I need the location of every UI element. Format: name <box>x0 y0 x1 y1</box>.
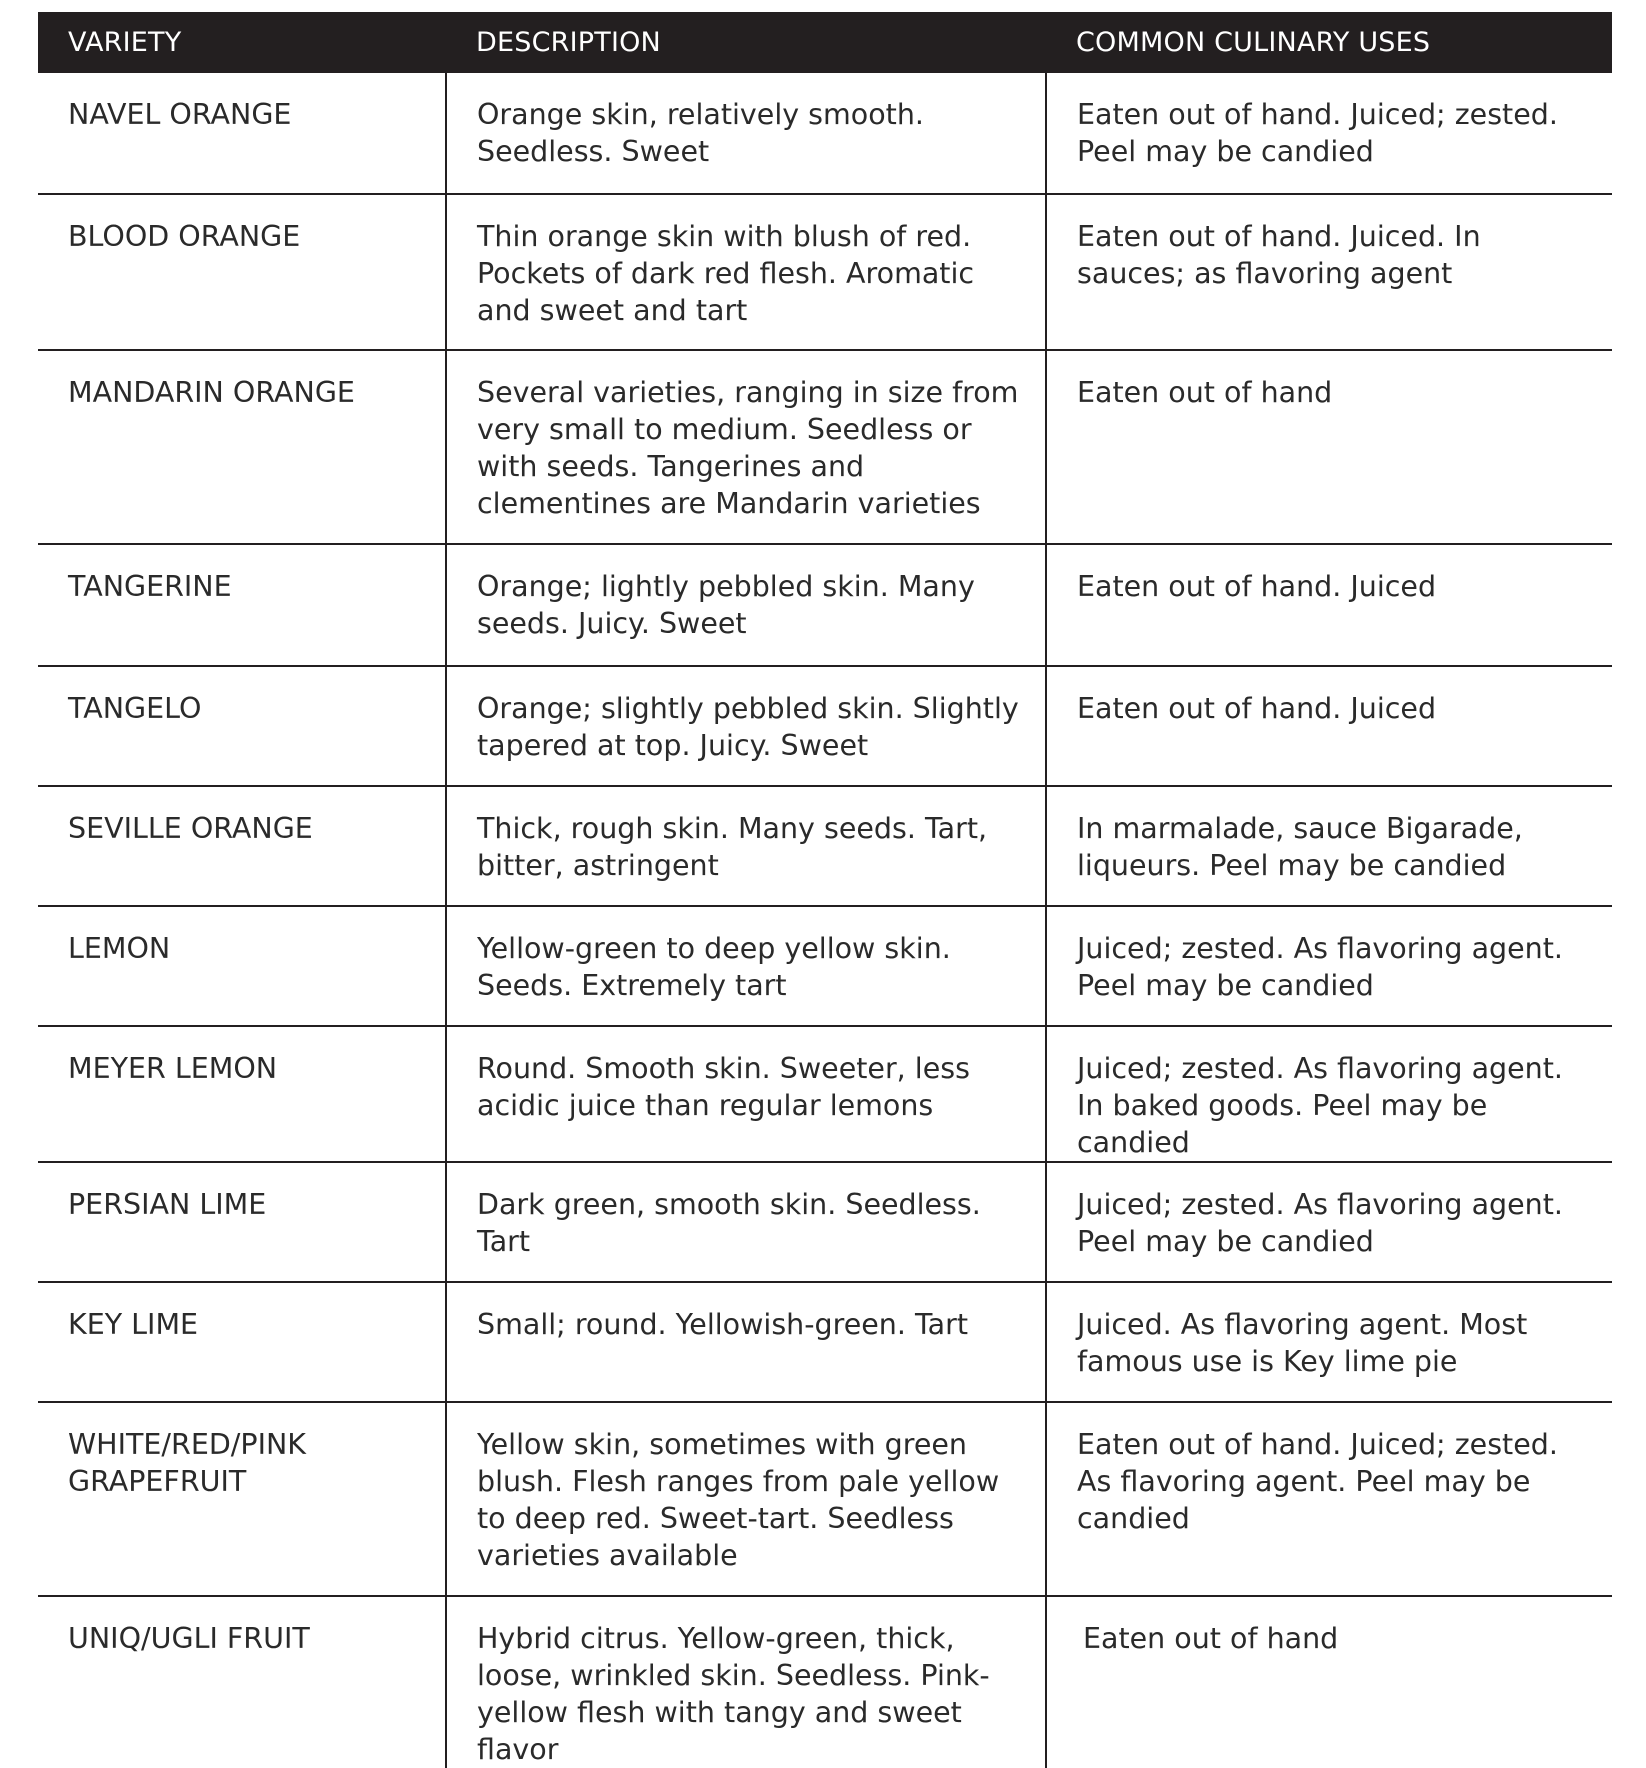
uses-cell: Eaten out of hand. Juiced; zested. As flavoring agent. Peel may be candied <box>1046 1402 1612 1596</box>
description-cell: Yellow-green to deep yellow skin. Seeds. Extremely tart <box>446 906 1046 1026</box>
variety-cell: BLOOD ORANGE <box>38 194 446 350</box>
table-row <box>38 1026 1612 1162</box>
table-row <box>38 350 1612 544</box>
uses-cell: Juiced; zested. As flavoring agent. Peel may be candied <box>1046 1162 1612 1282</box>
table-body <box>38 73 1612 1768</box>
description-cell: Dark green, smooth skin. Seedless. Tart <box>446 1162 1046 1282</box>
header-row <box>38 12 1612 73</box>
description-cell: Small; round. Yellowish-green. Tart <box>446 1282 1046 1402</box>
description-cell: Orange; slightly pebbled skin. Slightly tapered at top. Juicy. Sweet <box>446 666 1046 786</box>
table-row <box>38 194 1612 350</box>
variety-cell: MEYER LEMON <box>38 1026 446 1162</box>
header-uses: COMMON CULINARY USES <box>1046 12 1612 73</box>
description-cell: Round. Smooth skin. Sweeter, less acidic juice than regular lemons <box>446 1026 1046 1162</box>
description-cell: Hybrid citrus. Yellow-green, thick, loose, wrinkled skin. Seedless. Pink-yellow flesh with tangy and sweet flavor <box>446 1596 1046 1768</box>
header-description: DESCRIPTION <box>446 12 1046 73</box>
table-row <box>38 73 1612 194</box>
table-row <box>38 1282 1612 1402</box>
variety-cell: UNIQ/UGLI FRUIT <box>68 1622 310 1655</box>
uses-cell: In marmalade, sauce Bigarade, liqueurs. Peel may be candied <box>1046 786 1612 906</box>
variety-cell: TANGELO <box>38 666 446 786</box>
description-cell: Several varieties, ranging in size from very small to medium. Seedless or with seeds. Tangerines and clementines are Mandarin varieties <box>446 350 1046 544</box>
table-row <box>38 544 1612 666</box>
variety-cell: NAVEL ORANGE <box>38 73 446 194</box>
variety-cell: PERSIAN LIME <box>38 1162 446 1282</box>
table-row <box>38 1596 1612 1768</box>
description-cell: Yellow skin, sometimes with green blush. Flesh ranges from pale yellow to deep red. Sweet-tart. Seedless varieties available <box>446 1402 1046 1596</box>
variety-cell: LEMON <box>38 906 446 1026</box>
uses-cell: Juiced; zested. As flavoring agent. Peel may be candied <box>1046 906 1612 1026</box>
description-cell: Thick, rough skin. Many seeds. Tart, bitter, astringent <box>446 786 1046 906</box>
variety-cell: TANGERINE <box>38 544 446 666</box>
description-cell: Orange skin, relatively smooth. Seedless. Sweet <box>446 73 1046 194</box>
uses-cell: Eaten out of hand <box>1046 1596 1612 1768</box>
table-row <box>38 1402 1612 1596</box>
table-header <box>38 12 1612 73</box>
variety-cell: SEVILLE ORANGE <box>38 786 446 906</box>
uses-cell: Eaten out of hand. Juiced. In sauces; as flavoring agent <box>1046 194 1612 350</box>
uses-cell: Eaten out of hand <box>1046 350 1612 544</box>
table-row <box>38 666 1612 786</box>
uses-cell: Juiced; zested. As flavoring agent. In baked goods. Peel may be candied <box>1046 1026 1612 1162</box>
description-cell: Thin orange skin with blush of red. Pockets of dark red flesh. Aromatic and sweet and tart <box>446 194 1046 350</box>
variety-cell: KEY LIME <box>38 1282 446 1402</box>
variety-cell: MANDARIN ORANGE <box>38 350 446 544</box>
table-row <box>38 786 1612 906</box>
uses-cell: Eaten out of hand. Juiced <box>1046 544 1612 666</box>
uses-cell: Eaten out of hand. Juiced; zested. Peel may be candied <box>1046 73 1612 194</box>
uses-cell: Juiced. As flavoring agent. Most famous use is Key lime pie <box>1046 1282 1612 1402</box>
variety-cell: WHITE/RED/PINK GRAPEFRUIT <box>38 1402 446 1596</box>
uses-cell: Eaten out of hand. Juiced <box>1046 666 1612 786</box>
citrus-varieties-table <box>38 12 1612 1768</box>
table-row <box>38 1162 1612 1282</box>
table-row <box>38 906 1612 1026</box>
description-cell: Orange; lightly pebbled skin. Many seeds. Juicy. Sweet <box>446 544 1046 666</box>
header-variety: VARIETY <box>38 12 446 73</box>
